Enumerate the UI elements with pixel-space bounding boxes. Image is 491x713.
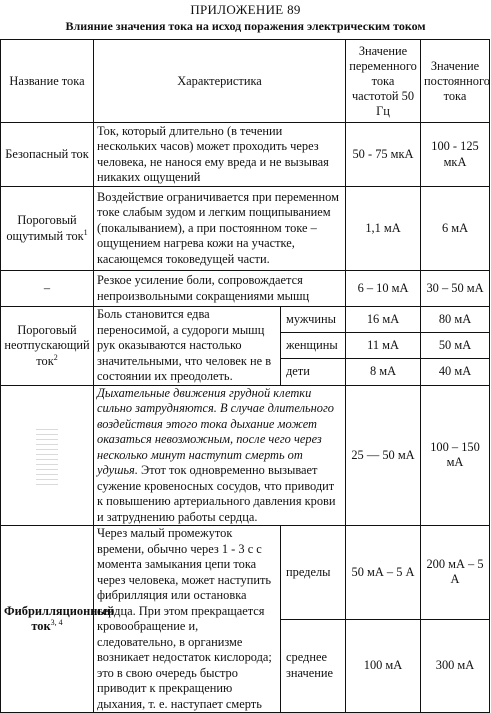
row-name-safe: Безопасный ток (1, 123, 94, 187)
row-dc-safe: 100 - 125 мкА (421, 123, 490, 187)
row-desc-safe: Ток, который длительно (в течении нескольких часов) может проходить через человека, не нанося ему вреда и не вызывая никаких ощущений (94, 123, 346, 187)
sub-ac-women: 11 мА (346, 333, 421, 359)
sub-dc-average: 300 мА (421, 619, 490, 713)
footnote-marker: 3, 4 (50, 617, 63, 627)
row-ac-breathing: 25 — 50 мА (346, 385, 421, 526)
row-ac-dash: 6 – 10 мА (346, 271, 421, 307)
sub-ac-average: 100 мА (346, 619, 421, 713)
row-desc-perceptible: Воздействие ограничивается при переменном токе слабым зудом и легким пощипыванием (покалыванием), а при постоянном токе – ощущением нагрева кожи на участке, касающемся токоведущей части. (94, 187, 346, 271)
col-header-ac: Значение переменного тока частотой 50 Гц (346, 40, 421, 123)
table-row (1, 123, 490, 187)
header-row (1, 40, 490, 123)
row-name-nonrelease (1, 307, 94, 386)
footnote-marker: 2 (53, 352, 58, 362)
row-desc-breathing-italic: Дыхательные движения грудной клетки сильно затрудняются. В случае длительного воздействия этого тока дыхание может оказаться невозможным, после чего через несколько минут наступит смерть от удушья. (97, 385, 334, 477)
current-effects-table (0, 39, 490, 713)
row-dc-perceptible: 6 мА (421, 187, 490, 271)
sub-ac-men: 16 мА (346, 307, 421, 333)
row-name-fibrillation (1, 526, 115, 713)
row-name-nonrelease-text: Пороговый неотпускающий ток (4, 322, 90, 368)
row-name-perceptible-text: Пороговый ощутимый ток (6, 213, 84, 243)
row-desc-dash: Резкое усиление боли, сопровождается непроизвольными сокращениями мышц (94, 271, 346, 307)
table-row (1, 385, 490, 526)
sub-label-women: женщины (281, 333, 346, 359)
scan-smudge (36, 425, 58, 485)
row-name-breathing (1, 385, 94, 526)
footnote-marker: 1 (83, 227, 88, 237)
sub-label-average: среднее значение (281, 619, 346, 713)
table-row (1, 307, 490, 333)
row-dc-dash: 30 – 50 мА (421, 271, 490, 307)
col-header-name: Название тока (1, 40, 94, 123)
row-name-perceptible (1, 187, 94, 271)
sub-label-children: дети (281, 359, 346, 385)
row-dc-breathing: 100 – 150 мА (421, 385, 490, 526)
table-title: Влияние значения тока на исход поражения электрическим током (65, 19, 426, 33)
sub-dc-women: 50 мА (421, 333, 490, 359)
row-ac-perceptible: 1,1 мА (346, 187, 421, 271)
col-header-description: Характеристика (94, 40, 346, 123)
row-name-fibrillation-text: Фибрилляционный ток (4, 603, 115, 633)
sub-dc-limits: 200 мА – 5 А (421, 526, 490, 620)
table-row (1, 271, 490, 307)
row-desc-nonrelease: Боль становится едва переносимой, а судороги мышц рук оказываются настолько значительными, что человек не в состоянии их преодолеть. (94, 307, 281, 386)
sub-ac-children: 8 мА (346, 359, 421, 385)
col-header-dc: Значение постоянного тока (421, 40, 490, 123)
sub-ac-limits: 50 мА – 5 А (346, 526, 421, 620)
appendix-heading: ПРИЛОЖЕНИЕ 89 (190, 2, 301, 17)
row-desc-breathing (94, 385, 346, 526)
row-desc-fibrillation: Через малый промежуток времени, обычно через 1 - 3 с с момента замыкания цепи тока через человека, может наступить фибрилляция или остановка сердца. При этом прекращается кровообращение и, следовательно, в организме возникает недостаток кислорода; это в свою очередь быстро приводит к прекращению дыхания, т. е. наступает смерть (94, 526, 281, 713)
row-desc-breathing-rest: Этот ток одновременно вызывает сужение кровеносных сосудов, что приводит к повышению артериального давления крови и затруднению работы сердца. (97, 463, 336, 524)
sub-label-men: мужчины (281, 307, 346, 333)
sub-label-limits: пределы (281, 526, 346, 620)
table-row (1, 187, 490, 271)
row-ac-safe: 50 - 75 мкА (346, 123, 421, 187)
sub-dc-men: 80 мА (421, 307, 490, 333)
row-name-dash: – (1, 271, 94, 307)
sub-dc-children: 40 мА (421, 359, 490, 385)
table-row (1, 526, 490, 620)
